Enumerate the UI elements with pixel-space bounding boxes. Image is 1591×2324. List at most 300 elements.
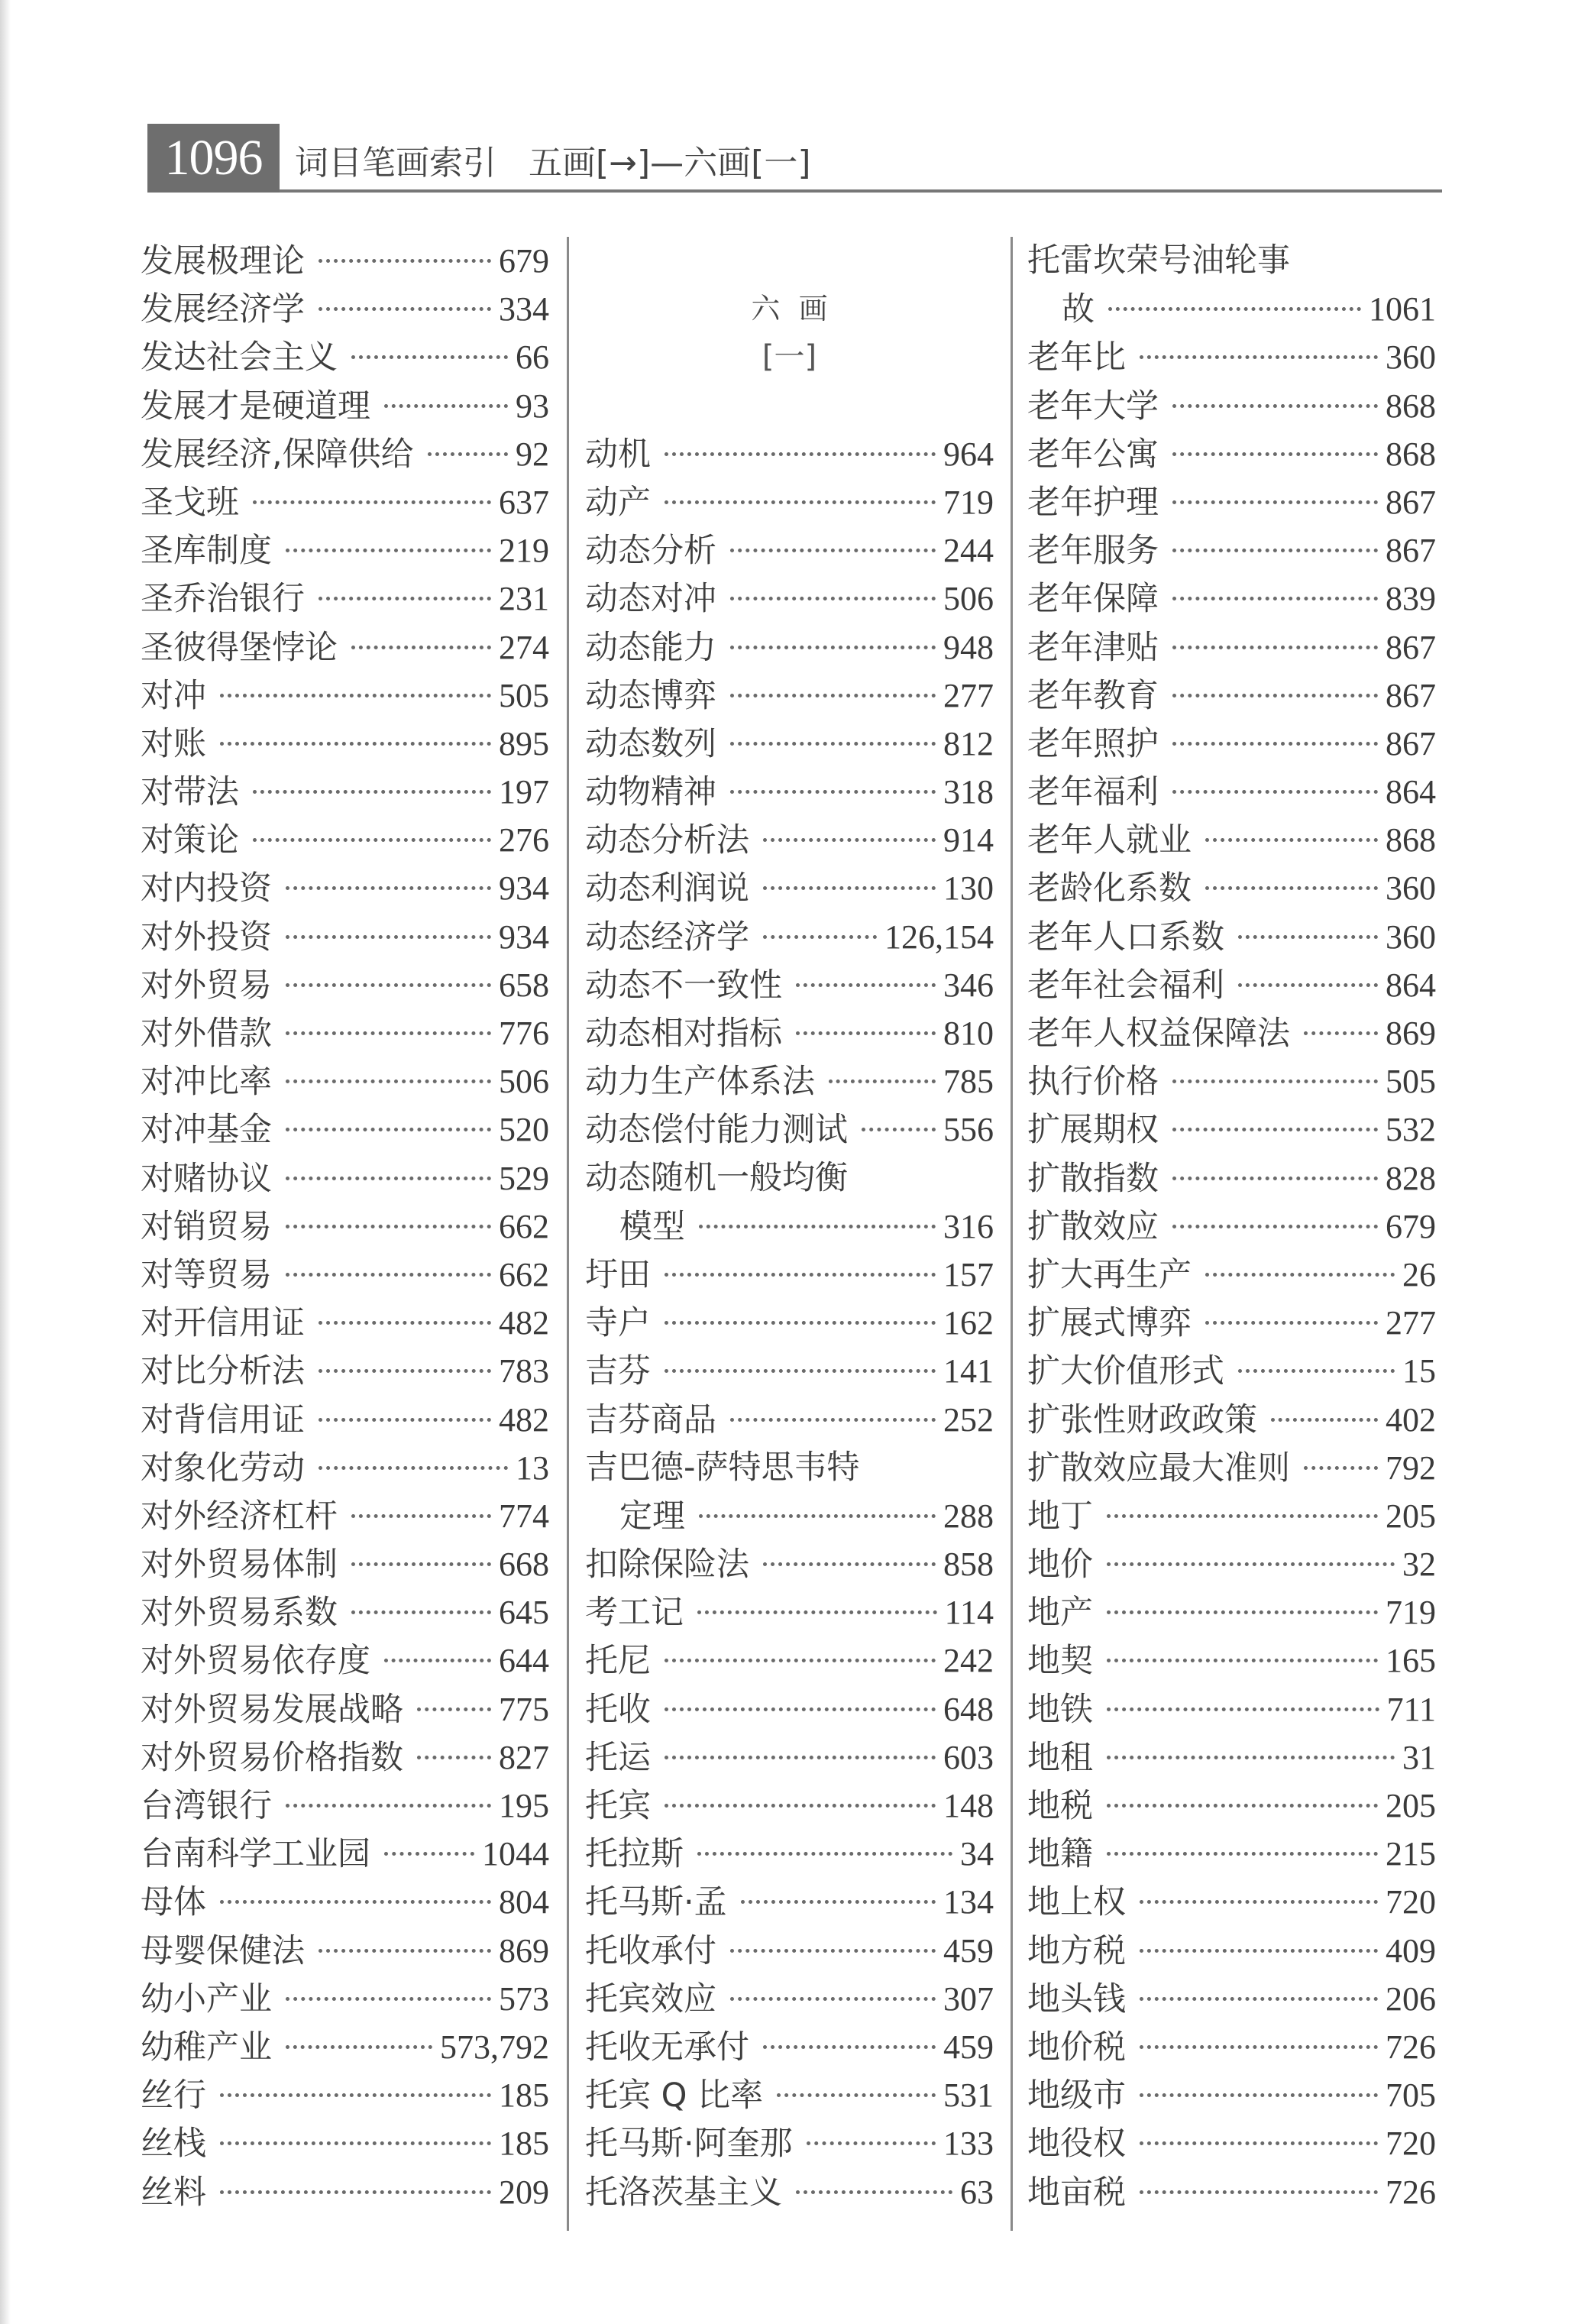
dot-leader [730,646,936,649]
entry-page-number: 506 [499,1063,549,1101]
entry-term: 动态偿付能力测试 [585,1111,848,1150]
dot-leader [1140,2093,1378,2097]
dot-leader [286,1273,491,1277]
entry-page-number: 242 [943,1642,994,1680]
entry-page-number: 726 [1386,2028,1436,2066]
dot-leader [1172,1225,1378,1228]
dot-leader [665,1804,936,1808]
entry-term: 地方税 [1027,1931,1126,1970]
dot-leader [730,694,936,698]
entry-term: 动态经济学 [585,918,749,956]
entry-term: 发展经济,保障供给 [141,435,414,474]
entry-page-number: 864 [1386,773,1436,811]
entry-page-number: 32 [1402,1546,1436,1584]
index-entry [1027,526,1436,575]
index-entry [585,768,994,816]
dot-leader [730,1949,936,1953]
entry-page-number: 206 [1386,1979,1436,2018]
entry-page-number: 126,154 [884,918,994,956]
index-entry [141,1830,549,1878]
entry-term: 地价 [1027,1546,1093,1584]
dot-leader [1107,1610,1378,1614]
index-entry [585,1396,994,1444]
dot-leader [286,2045,432,2049]
entry-page-number: 668 [499,1546,549,1584]
entry-term: 台湾银行 [141,1787,272,1825]
entry-page-number: 360 [1386,918,1436,956]
index-entry [141,1540,549,1588]
dot-leader [665,452,936,456]
index-entry [141,864,549,912]
index-entry [1027,237,1436,285]
index-entry [585,1636,994,1685]
index-entry [1027,1009,1436,1057]
page-number: 1096 [147,124,280,193]
entry-page-number: 288 [943,1497,994,1535]
entry-term: 考工记 [585,1594,684,1633]
dot-leader [1108,307,1361,311]
dot-leader [417,1707,491,1711]
entry-page-number: 409 [1386,1931,1436,1970]
dot-leader [1140,2190,1378,2194]
index-entry [585,720,994,768]
entry-term: 动态分析法 [585,821,749,860]
entry-page-number: 792 [1386,1448,1436,1487]
entry-term: 老年社会福利 [1027,966,1224,1005]
entry-page-number: 810 [943,1015,994,1052]
entry-term: 圣库制度 [141,532,272,571]
entry-page-number: 531 [943,2076,994,2115]
dot-leader [862,1128,936,1131]
dot-leader [1304,1466,1378,1470]
index-entry [585,1492,994,1540]
index-entry [585,1975,994,2023]
dot-leader [1304,1031,1378,1035]
entry-page-number: 776 [499,1015,549,1052]
index-entry [141,430,549,478]
index-column-1 [141,237,549,2216]
entry-term: 地产 [1027,1594,1093,1633]
index-entry [141,672,549,720]
entry-term: 模型 [619,1207,685,1246]
dot-leader [351,355,508,359]
entry-page-number: 31 [1402,1738,1436,1776]
index-entry [141,1444,549,1492]
entry-page-number: 828 [1386,1159,1436,1197]
index-entry [585,864,994,912]
entry-page-number: 505 [1386,1063,1436,1101]
dot-leader [220,694,491,698]
dot-leader [665,1707,936,1711]
dot-leader [1172,1177,1378,1180]
entry-page-number: 209 [499,2173,549,2211]
dot-leader [1140,2141,1378,2145]
dot-leader [777,2093,936,2097]
entry-term: 圣乔治银行 [141,580,305,619]
index-entry [585,1299,994,1347]
dot-leader [351,646,491,649]
dot-leader [763,1562,936,1566]
section-heading-six-strokes: 六 画 [751,292,828,326]
index-entry [585,1878,994,1926]
entry-term: 对策论 [141,821,239,860]
entry-term: 托收承付 [585,1931,716,1970]
dot-leader [1140,1997,1378,2001]
index-entry [1027,1251,1436,1299]
dot-leader [319,597,491,600]
entry-page-number: 783 [499,1352,549,1390]
entry-term: 对背信用证 [141,1400,305,1439]
index-entry [1027,1105,1436,1154]
dot-leader [286,983,491,987]
entry-term: 地租 [1027,1738,1093,1777]
entry-term: 托拉斯 [585,1835,684,1874]
entry-page-number: 914 [943,821,994,859]
index-entry [1027,1782,1436,1830]
index-entry [141,1154,549,1202]
index-entry [1027,1588,1436,1636]
entry-page-number: 1061 [1369,290,1436,329]
dot-leader [763,2045,936,2049]
entry-term: 扩展期权 [1027,1111,1159,1150]
dot-leader [286,549,491,552]
index-entry [1027,1444,1436,1492]
entry-page-number: 868 [1386,435,1436,473]
dot-leader [1172,597,1378,600]
index-entry [585,1251,994,1299]
index-entry [1027,961,1436,1009]
entry-page-number: 1044 [482,1835,549,1873]
dot-leader [1238,935,1378,939]
entry-page-number: 637 [499,483,549,521]
entry-page-number: 346 [943,966,994,1004]
entry-term: 扩展式博弈 [1027,1304,1192,1343]
index-entry [585,1927,994,1975]
dot-leader [417,1756,491,1759]
index-entry [141,1878,549,1926]
index-entry [141,333,549,381]
dot-leader [286,1031,491,1035]
entry-term: 扩大再生产 [1027,1255,1192,1294]
entry-page-number: 858 [943,1546,994,1584]
entry-term: 地籍 [1027,1835,1093,1874]
entry-term: 老年人就业 [1027,821,1192,860]
index-entry [1027,1975,1436,2023]
dot-leader [1172,790,1378,794]
entry-term: 幼小产业 [141,1979,272,2018]
entry-page-number: 63 [960,2173,994,2211]
entry-page-number: 505 [499,676,549,714]
dot-leader [730,1997,936,2001]
entry-term: 丝料 [141,2173,206,2212]
dot-leader [796,1031,936,1035]
dot-leader [763,935,877,939]
entry-term: 老年大学 [1027,387,1159,426]
index-entry [585,1444,994,1492]
entry-term: 老年照护 [1027,724,1159,763]
entry-term: 扩张性财政政策 [1027,1400,1257,1439]
entry-term: 托洛茨基主义 [585,2173,782,2212]
entry-page-number: 15 [1402,1352,1436,1390]
entry-page-number: 934 [499,918,549,956]
entry-term: 老年服务 [1027,532,1159,571]
dot-leader [220,742,491,746]
index-entry [1027,768,1436,816]
entry-term: 老年人口系数 [1027,918,1224,956]
index-entry [585,575,994,623]
index-entry [1027,816,1436,864]
index-entry [585,2168,994,2216]
entry-page-number: 92 [516,435,549,473]
entry-term: 对外借款 [141,1015,272,1053]
entry-term: 地亩税 [1027,2173,1126,2212]
dot-leader [665,1369,936,1373]
index-entry [585,1588,994,1636]
entry-page-number: 648 [943,1690,994,1728]
dot-leader [286,1804,491,1808]
index-entry [1027,1396,1436,1444]
entry-term: 对内投资 [141,869,272,908]
entry-page-number: 133 [943,2125,994,2163]
dot-leader [1271,1418,1378,1422]
index-entry [585,2119,994,2167]
entry-term: 发展极理论 [141,242,305,280]
index-entry [1027,1202,1436,1251]
entry-term: 托宾效应 [585,1979,716,2018]
index-entry [585,2071,994,2119]
dot-leader [319,1369,491,1373]
dot-leader [1238,983,1378,987]
dot-leader [351,1562,491,1566]
entry-page-number: 34 [960,1835,994,1873]
dot-leader [665,1273,936,1277]
entry-term: 动态数列 [585,724,716,763]
entry-term: 吉巴德-萨特思韦特 [585,1448,860,1487]
index-entry [1027,1492,1436,1540]
entry-term: 动力生产体系法 [585,1063,815,1102]
dot-leader [1238,1369,1395,1373]
entry-term: 动态对冲 [585,580,716,619]
entry-term: 托运 [585,1738,651,1777]
entry-term: 地铁 [1027,1690,1093,1729]
index-entry [141,961,549,1009]
index-entry [585,2023,994,2071]
index-entry [141,1299,549,1347]
dot-leader [1172,452,1378,456]
entry-term: 对冲 [141,676,206,715]
dot-leader [1205,838,1378,842]
dot-leader [253,500,491,504]
entry-term: 扩散指数 [1027,1159,1159,1198]
entry-page-number: 662 [499,1207,549,1245]
index-entry [1027,478,1436,526]
entry-page-number: 867 [1386,628,1436,666]
entry-term: 地税 [1027,1787,1093,1825]
entry-page-number: 162 [943,1304,994,1342]
entry-page-number: 720 [1386,1883,1436,1921]
section-subheading-horizontal-stroke: [一] [762,339,817,375]
entry-page-number: 13 [516,1448,549,1487]
dot-leader [829,1079,936,1083]
entry-term: 吉芬 [585,1352,651,1391]
entry-term: 老年公寓 [1027,435,1159,474]
entry-term: 扩大价值形式 [1027,1352,1224,1391]
index-entry [585,1009,994,1057]
index-entry [141,1396,549,1444]
entry-term: 台南科学工业园 [141,1835,370,1874]
dot-leader [1107,1562,1395,1566]
entry-term: 丝行 [141,2076,206,2115]
entry-page-number: 185 [499,2076,549,2115]
dot-leader [699,1514,936,1518]
entry-page-number: 360 [1386,338,1436,377]
dot-leader [253,838,491,842]
entry-page-number: 934 [499,869,549,908]
dot-leader [428,452,508,456]
entry-term: 对外投资 [141,918,272,956]
index-entry [1027,864,1436,912]
entry-page-number: 679 [1386,1207,1436,1245]
entry-term: 对冲基金 [141,1111,272,1150]
entry-term: 托收 [585,1690,651,1729]
index-entry [141,768,549,816]
dot-leader [807,2141,936,2145]
index-entry [1027,382,1436,430]
dot-leader [1172,500,1378,504]
entry-page-number: 711 [1386,1690,1436,1728]
index-entry [141,1105,549,1154]
entry-term: 对开信用证 [141,1304,305,1343]
index-entry [1027,1057,1436,1105]
dot-leader [730,790,936,794]
index-entry [141,1782,549,1830]
entry-page-number: 252 [943,1400,994,1439]
index-entry [585,623,994,672]
entry-term: 托宾 [585,1787,651,1825]
entry-term: 动机 [585,435,651,474]
entry-term: 托马斯·阿奎那 [585,2125,793,2164]
dot-leader [384,1852,474,1856]
entry-term: 动态博弈 [585,676,716,715]
entry-term: 寺户 [585,1304,651,1343]
entry-term: 扩散效应 [1027,1207,1159,1246]
entry-page-number: 66 [516,338,549,377]
entry-page-number: 867 [1386,724,1436,762]
dot-leader [351,1610,491,1614]
entry-page-number: 316 [943,1207,994,1245]
spacer [585,237,994,285]
entry-term: 扣除保险法 [585,1546,749,1584]
entry-page-number: 964 [943,435,994,473]
entry-page-number: 157 [943,1255,994,1293]
entry-page-number: 318 [943,773,994,811]
index-entry [1027,2168,1436,2216]
entry-page-number: 556 [943,1111,994,1149]
index-entry [141,1685,549,1733]
entry-term: 托雷坎荣号油轮事 [1027,241,1290,280]
index-entry [141,237,549,285]
entry-page-number: 869 [499,1931,549,1970]
entry-term: 母婴保健法 [141,1931,305,1970]
dot-leader [286,1128,491,1131]
index-entry [1027,672,1436,720]
dot-leader [319,1418,491,1422]
spacer [585,382,994,430]
entry-page-number: 529 [499,1159,549,1197]
dot-leader [351,1514,491,1518]
entry-page-number: 658 [499,966,549,1004]
dot-leader [730,1418,936,1422]
dot-leader [1172,646,1378,649]
dot-leader [384,404,508,408]
index-entry [141,623,549,672]
entry-page-number: 276 [499,821,549,859]
dot-leader [665,500,936,504]
index-entry [141,1009,549,1057]
dot-leader [319,1321,491,1325]
index-entry [1027,2119,1436,2167]
entry-page-number: 185 [499,2125,549,2163]
index-entry [141,2071,549,2119]
entry-page-number: 334 [499,290,549,329]
dot-leader [319,307,491,311]
dot-leader [1107,1659,1378,1662]
entry-term: 托收无承付 [585,2028,749,2067]
entry-term: 发展经济学 [141,290,305,329]
index-entry [585,478,994,526]
entry-term: 动态利润说 [585,869,749,908]
entry-page-number: 839 [1386,580,1436,618]
index-entry [1027,623,1436,672]
entry-term: 丝栈 [141,2125,206,2164]
entry-term: 动态分析 [585,532,716,571]
dot-leader [796,983,936,987]
dot-leader [220,2190,491,2194]
dot-leader [286,886,491,890]
index-column-2 [585,237,994,2216]
column-divider [1011,237,1013,2231]
index-entry [585,672,994,720]
index-entry [1027,720,1436,768]
entry-term: 托马斯·孟 [585,1883,727,1922]
entry-term: 幼稚产业 [141,2028,272,2067]
dot-leader [697,1852,952,1856]
dot-leader [1107,1756,1395,1759]
index-entry [1027,285,1436,333]
index-entry [1027,2071,1436,2119]
entry-page-number: 662 [499,1255,549,1293]
entry-page-number: 895 [499,724,549,762]
entry-page-number: 197 [499,773,549,811]
entry-term: 圣彼得堡悖论 [141,628,338,667]
index-entry [141,1927,549,1975]
dot-leader [384,1659,491,1662]
entry-page-number: 868 [1386,821,1436,859]
entry-term: 对外贸易系数 [141,1594,338,1633]
entry-page-number: 459 [943,2028,994,2066]
dot-leader [286,1225,491,1228]
entry-page-number: 520 [499,1111,549,1149]
dot-leader [1205,886,1378,890]
entry-page-number: 205 [1386,1787,1436,1824]
dot-leader [286,1079,491,1083]
index-entry [141,1975,549,2023]
dot-leader [1107,1852,1378,1856]
entry-page-number: 869 [1386,1015,1436,1052]
index-entry [1027,333,1436,381]
entry-page-number: 402 [1386,1400,1436,1439]
entry-term: 故 [1062,290,1095,329]
